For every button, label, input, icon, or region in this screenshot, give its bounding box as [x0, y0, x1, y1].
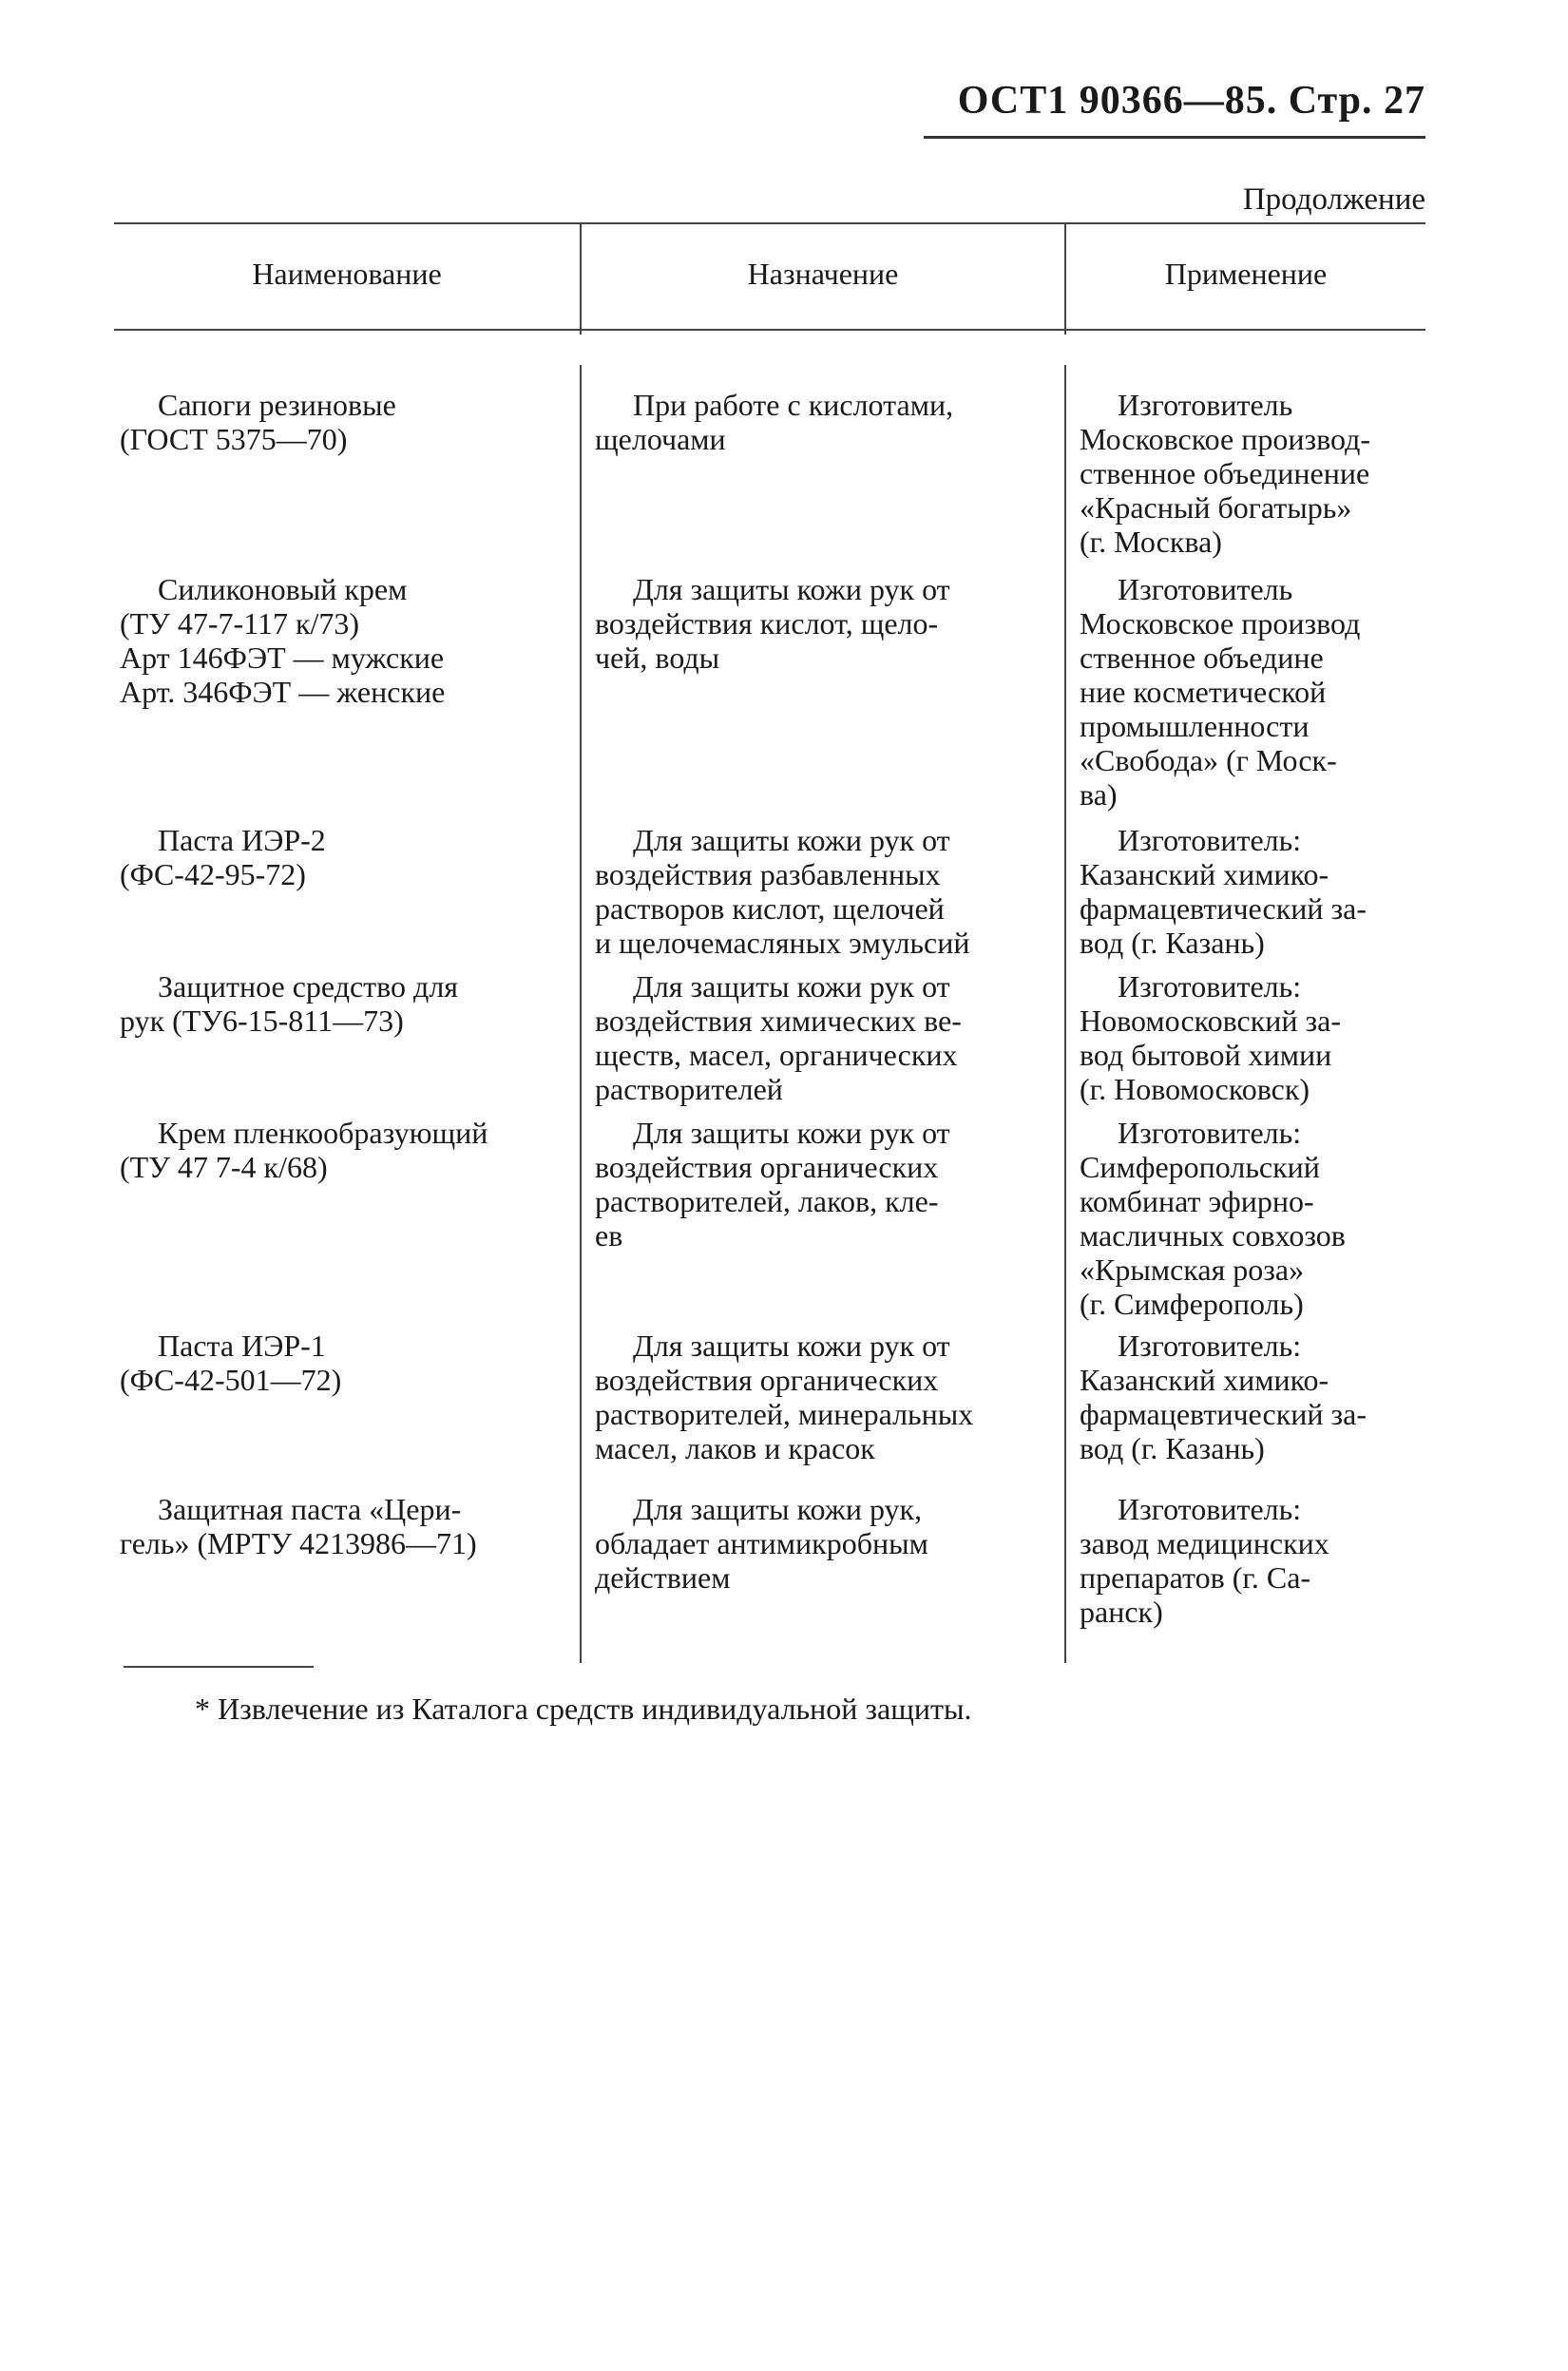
- cell-purpose: Для защиты кожи рук от воздействия органических растворителей, лаков, кле- ев: [595, 1116, 950, 1252]
- cell-name: Защитное средство для рук (ТУ6-15-811—73): [120, 969, 459, 1038]
- cell-usage: Изготовитель: Симферопольский комбинат эфирно- масличных совхозов «Крымская роза» (г. Симферополь): [1080, 1116, 1346, 1321]
- cell-usage: Изготовитель: Казанский химико- фармацевтический за- вод (г. Казань): [1080, 823, 1367, 960]
- cell-usage: Изготовитель Московское производ- ственное объединение «Красный богатырь» (г. Москва): [1080, 388, 1371, 559]
- cell-name: Сапоги резиновые (ГОСТ 5375—70): [120, 388, 396, 456]
- cell-name: Силиконовый крем (ТУ 47-7-117 к/73) Арт 146ФЭТ — мужские Арт. 346ФЭТ — женские: [120, 572, 446, 709]
- cell-purpose: Для защиты кожи рук от воздействия химических ве- ществ, масел, органических растворителей: [595, 969, 962, 1106]
- cell-name: Паста ИЭР-1 (ФС-42-501—72): [120, 1329, 342, 1397]
- page-header: ОСТ1 90366—85. Стр. 27: [957, 79, 1425, 123]
- cell-usage: Изготовитель Московское производ ственное объедине ние косметической промышленности «Свобода» (г Моск- ва): [1080, 572, 1361, 812]
- cell-purpose: Для защиты кожи рук от воздействия разбавленных растворов кислот, щелочей и щелочемасляных эмульсий: [595, 823, 970, 960]
- cell-purpose: Для защиты кожи рук от воздействия органических растворителей, минеральных масел, лаков и красок: [595, 1329, 974, 1465]
- column-header-usage: Применение: [1164, 257, 1328, 291]
- footnote-rule: [124, 1666, 314, 1668]
- cell-purpose: При работе с кислотами, щелочами: [595, 388, 954, 456]
- cell-purpose: Для защиты кожи рук, обладает антимикробным действием: [595, 1492, 928, 1595]
- continuation-label: Продолжение: [1242, 182, 1425, 217]
- cell-purpose: Для защиты кожи рук от воздействия кислот, щело- чей, воды: [595, 572, 950, 675]
- table-top-rule: [114, 222, 1425, 224]
- cell-usage: Изготовитель: Казанский химико- фармацевтический за- вод (г. Казань): [1080, 1329, 1367, 1465]
- cell-usage: Изготовитель: завод медицинских препаратов (г. Са- ранск): [1080, 1492, 1329, 1629]
- header-rule: [924, 136, 1425, 139]
- footnote: * Извлечение из Каталога средств индивидуальной защиты.: [195, 1692, 972, 1726]
- cell-name: Защитная паста «Цери- гель» (МРТУ 4213986—71): [120, 1492, 477, 1560]
- cell-name: Паста ИЭР-2 (ФС-42-95-72): [120, 823, 326, 891]
- cell-usage: Изготовитель: Новомосковский за- вод бытовой химии (г. Новомосковск): [1080, 969, 1341, 1106]
- cell-name: Крем пленкообразующий (ТУ 47 7-4 к/68): [120, 1116, 488, 1184]
- column-header-name: Наименование: [252, 257, 442, 291]
- header-bottom-rule: [114, 329, 1425, 331]
- body-divider-2: [1064, 365, 1066, 1663]
- column-header-purpose: Назначение: [747, 257, 899, 291]
